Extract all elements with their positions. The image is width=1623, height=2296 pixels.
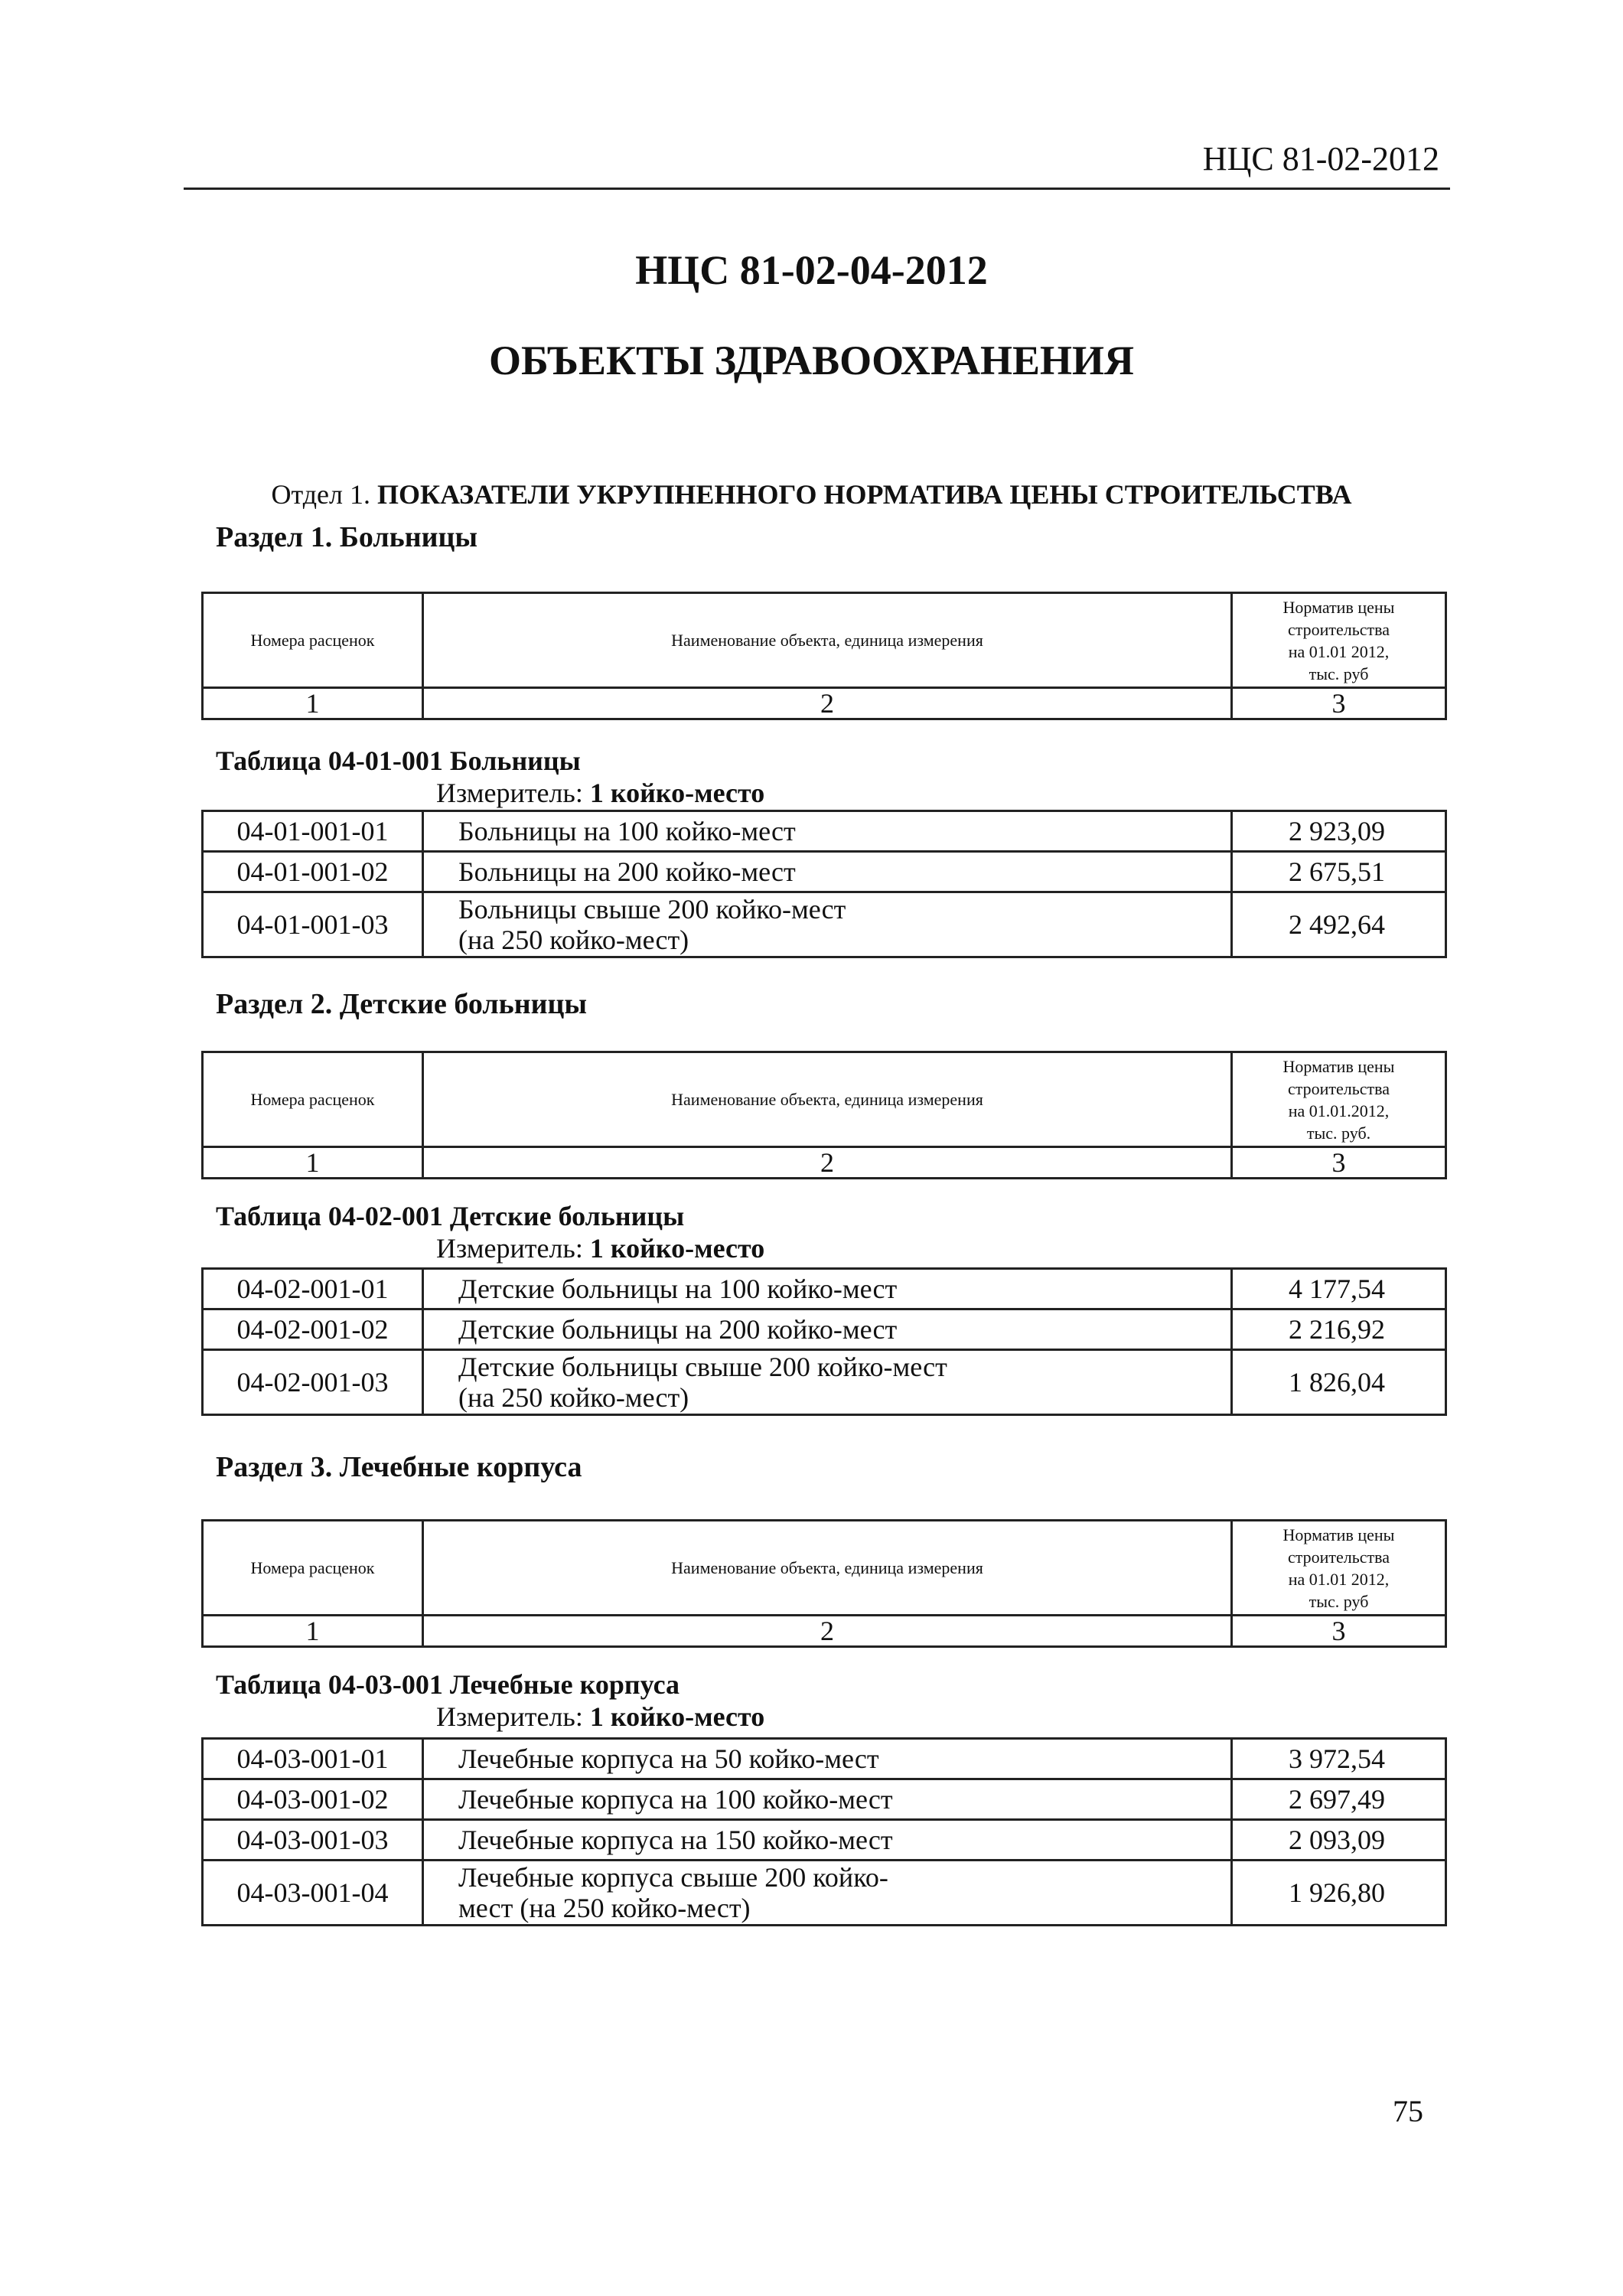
column-number: 3 [1232, 688, 1446, 719]
header-price-line: на 01.01 2012, [1288, 641, 1390, 661]
object-name [423, 1309, 1232, 1350]
table-row [203, 1779, 1446, 1820]
object-name-line: Лечебные корпуса на 150 койко-мест [458, 1825, 893, 1855]
table-title: Таблица 04-02-001 Детские больницы [216, 1201, 685, 1231]
column-number: 2 [423, 1147, 1232, 1179]
header-price-line: тыс. руб. [1306, 1123, 1371, 1143]
price-value: 1 826,04 [1232, 1350, 1446, 1415]
object-name-line: Лечебные корпуса на 100 койко-мест [458, 1784, 893, 1815]
price-value: 4 177,54 [1232, 1269, 1446, 1309]
header-codes: Номера расценок [203, 1521, 423, 1616]
column-number: 2 [423, 1616, 1232, 1647]
table-title: Таблица 04-03-001 Лечебные корпуса [216, 1669, 680, 1700]
measure-value: 1 койко-место [589, 1701, 765, 1732]
header-price-line: Норматив цены [1282, 1525, 1395, 1544]
header-table [201, 1519, 1447, 1648]
rate-code: 04-03-001-03 [203, 1820, 423, 1861]
running-header: НЦС 81-02-2012 [1202, 140, 1439, 178]
object-name [423, 852, 1232, 892]
object-name-line: Детские больницы на 100 койко-мест [458, 1274, 898, 1304]
measure-label: Измеритель: [436, 1233, 583, 1264]
table-row [203, 1861, 1446, 1926]
table-row [203, 1269, 1446, 1309]
section-title: Раздел 3. Лечебные корпуса [216, 1451, 582, 1483]
object-name [423, 811, 1232, 852]
rate-code: 04-03-001-04 [203, 1861, 423, 1926]
column-number: 1 [203, 1147, 423, 1179]
rate-code: 04-03-001-01 [203, 1739, 423, 1779]
header-price-line: тыс. руб [1309, 1591, 1369, 1611]
rates-table [201, 810, 1447, 958]
header-price-line: на 01.01 2012, [1288, 1569, 1390, 1589]
rate-code: 04-02-001-03 [203, 1350, 423, 1415]
department-title: ПОКАЗАТЕЛИ УКРУПНЕННОГО НОРМАТИВА ЦЕНЫ СТРОИТЕЛЬСТВА [376, 479, 1352, 510]
header-name: Наименование объекта, единица измерения [423, 1052, 1232, 1147]
header-price-line: тыс. руб [1309, 664, 1369, 683]
rate-code: 04-01-001-02 [203, 852, 423, 892]
object-name-line: мест (на 250 койко-мест) [458, 1893, 751, 1923]
object-name [423, 1269, 1232, 1309]
object-name [423, 1820, 1232, 1861]
price-value: 2 093,09 [1232, 1820, 1446, 1861]
object-name-line: Лечебные корпуса свыше 200 койко- [458, 1862, 888, 1893]
header-codes: Номера расценок [203, 593, 423, 688]
header-price-line: строительства [1287, 619, 1390, 639]
object-name-line: (на 250 койко-мест) [458, 1382, 689, 1413]
header-price [1232, 593, 1446, 688]
object-name [423, 1779, 1232, 1820]
table-row [203, 852, 1446, 892]
header-table [201, 1051, 1447, 1179]
object-name [423, 892, 1232, 957]
header-price-line: Норматив цены [1282, 597, 1395, 617]
object-name-line: Больницы на 100 койко-мест [458, 816, 796, 846]
table-title: Таблица 04-01-001 Больницы [216, 745, 581, 776]
header-name: Наименование объекта, единица измерения [423, 593, 1232, 688]
header-codes: Номера расценок [203, 1052, 423, 1147]
object-name-line: Больницы свыше 200 койко-мест [458, 894, 846, 925]
measure-value: 1 койко-место [589, 1233, 765, 1264]
object-name-line: Лечебные корпуса на 50 койко-мест [458, 1743, 879, 1774]
department-heading [0, 478, 1623, 510]
doc-code: НЦС 81-02-04-2012 [635, 247, 988, 293]
section-title: Раздел 1. Больницы [216, 521, 478, 553]
table-row [203, 1350, 1446, 1415]
section-title: Раздел 2. Детские больницы [216, 988, 588, 1020]
price-value: 2 697,49 [1232, 1779, 1446, 1820]
price-value: 2 492,64 [1232, 892, 1446, 957]
header-table [201, 592, 1447, 720]
rate-code: 04-02-001-02 [203, 1309, 423, 1350]
measure-line [436, 1232, 764, 1264]
rate-code: 04-03-001-02 [203, 1779, 423, 1820]
table-row [203, 1309, 1446, 1350]
header-rule [184, 188, 1450, 190]
department-prefix: Отдел 1. [271, 479, 370, 510]
rate-code: 04-02-001-01 [203, 1269, 423, 1309]
table-row [203, 892, 1446, 957]
object-name [423, 1861, 1232, 1926]
object-name-line: (на 250 койко-мест) [458, 925, 689, 955]
rates-table [201, 1737, 1447, 1926]
price-value: 3 972,54 [1232, 1739, 1446, 1779]
measure-value: 1 койко-место [589, 778, 765, 808]
header-price-line: Норматив цены [1282, 1056, 1395, 1076]
measure-line [436, 1701, 764, 1733]
rate-code: 04-01-001-01 [203, 811, 423, 852]
price-value: 2 923,09 [1232, 811, 1446, 852]
rates-table [201, 1267, 1447, 1416]
rate-code: 04-01-001-03 [203, 892, 423, 957]
measure-label: Измеритель: [436, 778, 583, 808]
header-price-line: строительства [1287, 1547, 1390, 1567]
table-row [203, 811, 1446, 852]
header-name: Наименование объекта, единица измерения [423, 1521, 1232, 1616]
doc-title: ОБЪЕКТЫ ЗДРАВООХРАНЕНИЯ [488, 338, 1134, 383]
object-name-line: Детские больницы на 200 койко-мест [458, 1314, 898, 1345]
price-value: 1 926,80 [1232, 1861, 1446, 1926]
measure-line [436, 777, 764, 809]
table-row [203, 1739, 1446, 1779]
page-number: 75 [1393, 2094, 1423, 2128]
column-number: 3 [1232, 1147, 1446, 1179]
column-number: 3 [1232, 1616, 1446, 1647]
table-row [203, 1820, 1446, 1861]
column-number: 2 [423, 688, 1232, 719]
column-number: 1 [203, 688, 423, 719]
header-price [1232, 1052, 1446, 1147]
price-value: 2 216,92 [1232, 1309, 1446, 1350]
measure-label: Измеритель: [436, 1701, 583, 1732]
object-name [423, 1739, 1232, 1779]
object-name-line: Больницы на 200 койко-мест [458, 856, 796, 887]
header-price [1232, 1521, 1446, 1616]
header-price-line: на 01.01.2012, [1288, 1101, 1390, 1120]
object-name [423, 1350, 1232, 1415]
header-price-line: строительства [1287, 1078, 1390, 1098]
column-number: 1 [203, 1616, 423, 1647]
price-value: 2 675,51 [1232, 852, 1446, 892]
object-name-line: Детские больницы свыше 200 койко-мест [458, 1352, 947, 1382]
